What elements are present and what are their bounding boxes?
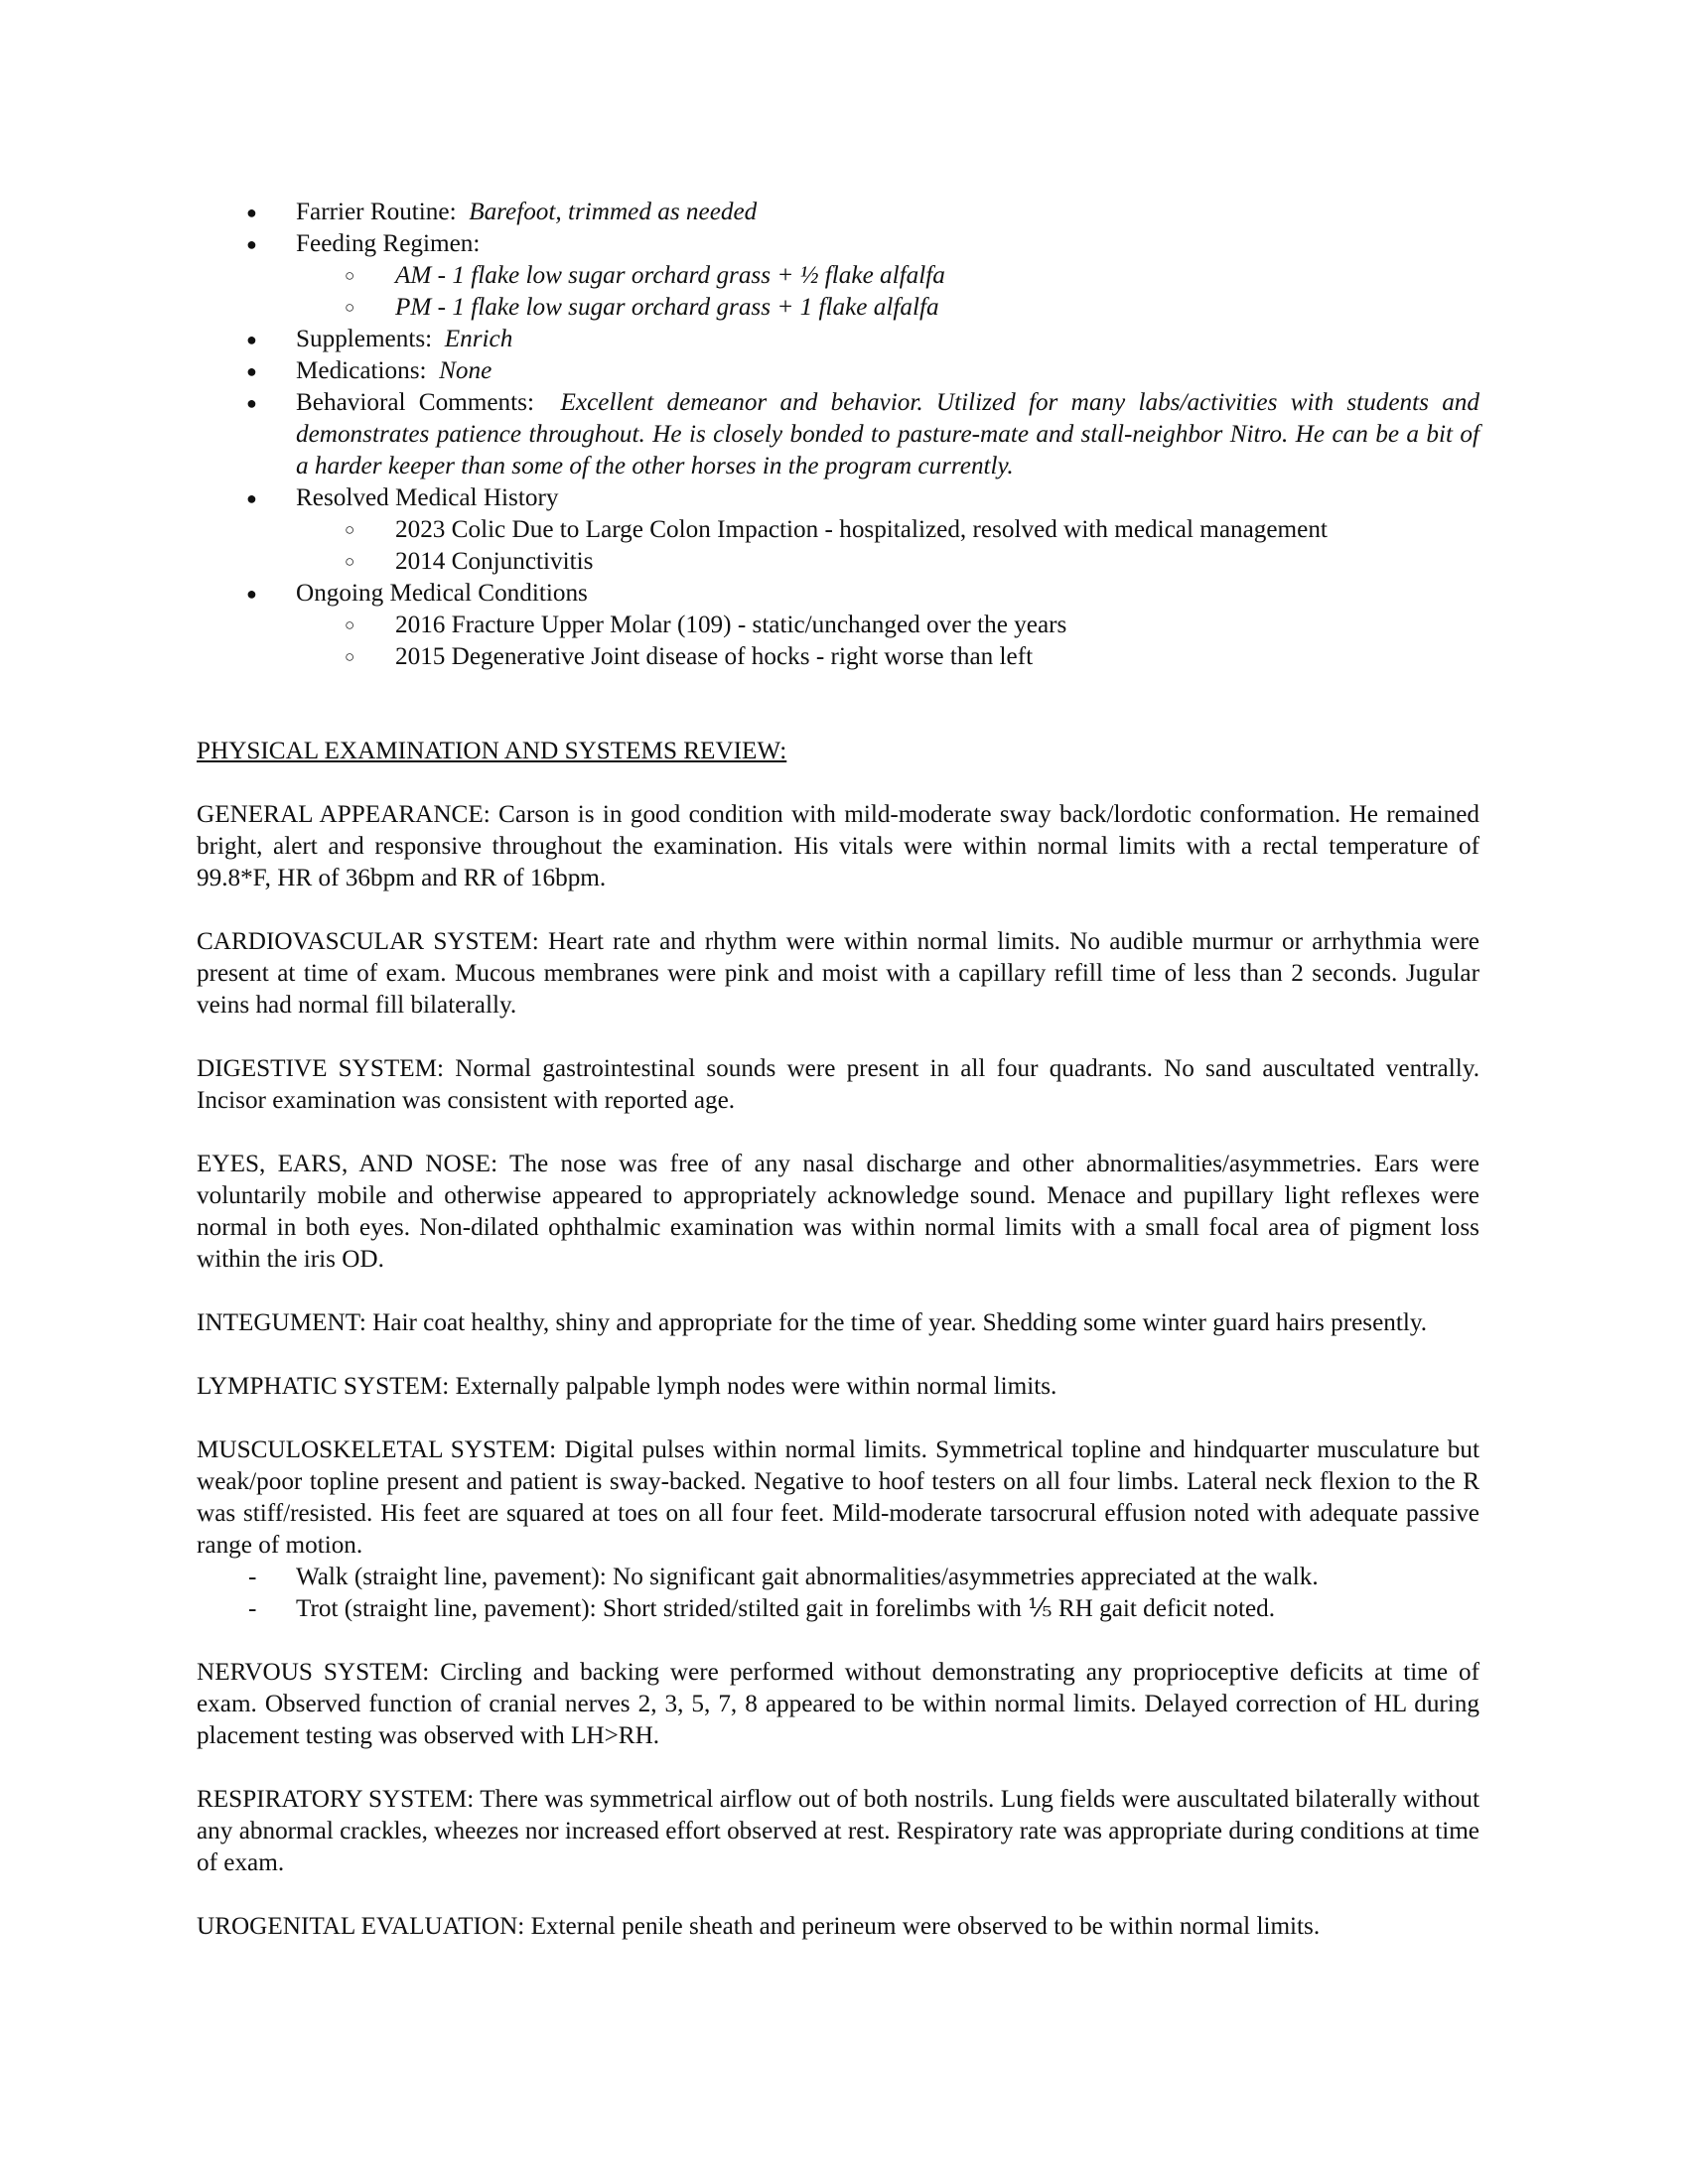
- feeding-label: Feeding Regimen:: [296, 230, 481, 257]
- ongoing-sublist: [296, 610, 1479, 673]
- respiratory-paragraph: RESPIRATORY SYSTEM: There was symmetrical airflow out of both nostrils. Lung fields were auscultated bilaterally without any abnormal crackles, wheezes nor increased effort observed at rest. Respiratory rate was appropriate during conditions at time of exam.: [197, 1786, 1479, 1876]
- behavior-item: [197, 387, 1479, 482]
- integument-paragraph: INTEGUMENT: Hair coat healthy, shiny and appropriate for the time of year. Shedding some winter guard hairs presently.: [197, 1309, 1428, 1336]
- resolved-entry: ○ 2023 Colic Due to Large Colon Impaction - hospitalized, resolved with medical management: [296, 514, 1479, 546]
- resolved-sublist: [296, 514, 1479, 578]
- cardiovascular-paragraph: CARDIOVASCULAR SYSTEM: Heart rate and rhythm were within normal limits. No audible murmur or arrhythmia were present at time of exam. Mucous membranes were pink and moist with a capillary refill time of less than 2 seconds. Jugular veins had normal fill bilaterally.: [197, 928, 1479, 1019]
- general-appearance-paragraph: GENERAL APPEARANCE: Carson is in good condition with mild-moderate sway back/lordotic conformation. He remained bright, alert and responsive throughout the examination. His vitals were within normal limits with a rectal temperature of 99.8*F, HR of 36bpm and RR of 16bpm.: [197, 801, 1479, 891]
- ongoing-item: [197, 578, 1479, 673]
- feeding-pm: ○ PM - 1 flake low sugar orchard grass + 1 flake alfalfa: [296, 292, 1479, 324]
- gait-list: [197, 1562, 1479, 1625]
- digestive-paragraph: DIGESTIVE SYSTEM: Normal gastrointestinal sounds were present in all four quadrants. No sand auscultated ventrally. Incisor examination was consistent with reported age.: [197, 1055, 1479, 1114]
- farrier-label: Farrier Routine:: [296, 199, 457, 225]
- document-page: [197, 197, 1479, 1943]
- ongoing-label: Ongoing Medical Conditions: [296, 580, 588, 607]
- gait-walk-item: - Walk (straight line, pavement): No significant gait abnormalities/asymmetries appreciated at the walk.: [197, 1562, 1479, 1593]
- feeding-sublist: [296, 260, 1479, 324]
- resolved-item: [197, 482, 1479, 578]
- musculoskeletal-paragraph: MUSCULOSKELETAL SYSTEM: Digital pulses within normal limits. Symmetrical topline and hindquarter musculature but weak/poor topline present and patient is sway-backed. Negative to hoof testers on all four limbs. Lateral neck flexion to the R was stiff/resisted. His feet are squared at toes on all four feet. Mild-moderate tarsocrural effusion noted with adequate passive range of motion.: [197, 1436, 1479, 1559]
- supplements-label: Supplements:: [296, 326, 433, 352]
- medications-item: [197, 355, 1479, 387]
- urogenital-paragraph: UROGENITAL EVALUATION: External penile sheath and perineum were observed to be within normal limits.: [197, 1913, 1321, 1940]
- supplements-value: Enrich: [444, 326, 513, 352]
- eyes-ears-nose-paragraph: EYES, EARS, AND NOSE: The nose was free of any nasal discharge and other abnormalities/asymmetries. Ears were voluntarily mobile and otherwise appeared to appropriately acknowledge sound. Menace and pupillary light reflexes were normal in both eyes. Non-dilated ophthalmic examination was within normal limits with a small focal area of pigment loss within the iris OD.: [197, 1151, 1479, 1273]
- nervous-paragraph: NERVOUS SYSTEM: Circling and backing were performed without demonstrating any proprioceptive deficits at time of exam. Observed function of cranial nerves 2, 3, 5, 7, 8 appeared to be within normal limits. Delayed correction of HL during placement testing was observed with LH>RH.: [197, 1659, 1479, 1749]
- history-list: [197, 197, 1479, 673]
- behavior-value: Excellent demeanor and behavior. Utilized for many labs/activities with students and demonstrates patience throughout. He is closely bonded to pasture-mate and stall-neighbor Nitro. He can be a bit of a harder keeper than some of the other horses in the program currently.: [296, 389, 1479, 479]
- ongoing-entry: ○ 2015 Degenerative Joint disease of hocks - right worse than left: [296, 641, 1479, 673]
- medications-value: None: [439, 357, 492, 384]
- gait-trot-item: - Trot (straight line, pavement): Short strided/stilted gait in forelimbs with ⅕ RH gait deficit noted.: [197, 1593, 1479, 1625]
- resolved-label: Resolved Medical History: [296, 484, 559, 511]
- resolved-entry: ○ 2014 Conjunctivitis: [296, 546, 1479, 578]
- farrier-value: Barefoot, trimmed as needed: [469, 199, 758, 225]
- ongoing-entry: ○ 2016 Fracture Upper Molar (109) - static/unchanged over the years: [296, 610, 1479, 641]
- supplements-item: [197, 324, 1479, 355]
- farrier-item: [197, 197, 1479, 228]
- lymphatic-paragraph: LYMPHATIC SYSTEM: Externally palpable lymph nodes were within normal limits.: [197, 1373, 1057, 1400]
- behavior-label: Behavioral Comments:: [296, 389, 534, 416]
- medications-label: Medications:: [296, 357, 427, 384]
- exam-heading: PHYSICAL EXAMINATION AND SYSTEMS REVIEW:: [197, 738, 787, 764]
- feeding-am: ○ AM - 1 flake low sugar orchard grass + ½ flake alfalfa: [296, 260, 1479, 292]
- feeding-item: [197, 228, 1479, 324]
